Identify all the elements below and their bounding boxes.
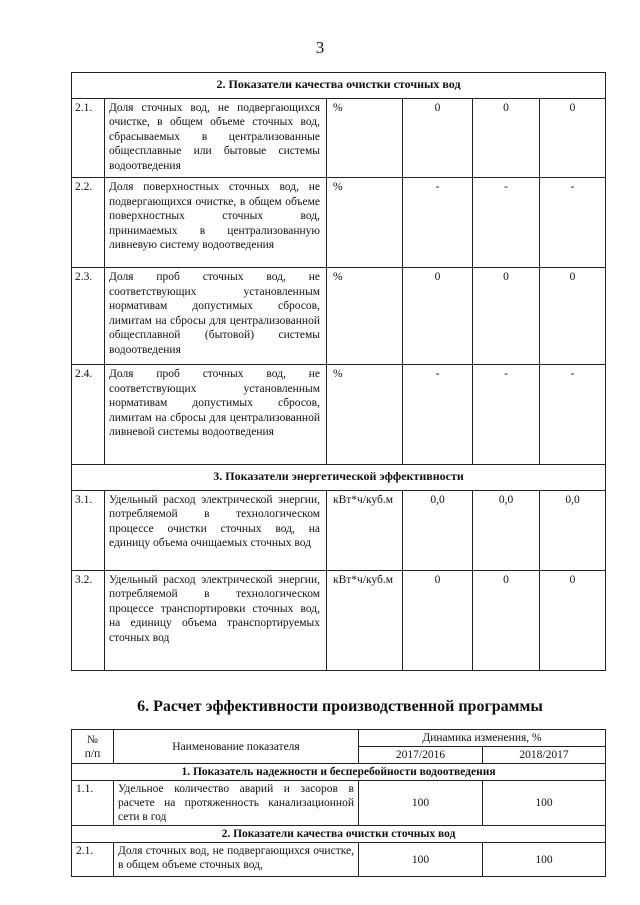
section-heading: 6. Расчет эффективности производственной программы [137, 698, 543, 715]
section-title: 1. Показатель надежности и бесперебойности водоотведения [72, 764, 606, 781]
section-header-row [72, 764, 606, 781]
row-number: 2.3. [72, 268, 105, 365]
unit: % [327, 365, 403, 465]
table-row [72, 781, 606, 826]
row-number: 3.1. [72, 490, 105, 570]
unit: % [327, 268, 403, 365]
section-title: 2. Показатели качества очистки сточных вод [72, 73, 606, 99]
value-cell: 100 [483, 843, 606, 877]
header-period-1: 2017/2016 [359, 747, 483, 764]
indicators-table [71, 72, 606, 671]
value-cell: 0,0 [403, 490, 473, 570]
indicator-name: Доля проб сточных вод, не соответствующих установленным нормативам допустимых сбросов, лимитам на сбросы для централизованной общесплавной (бытовой) системы водоотведения [105, 268, 327, 365]
header-number: № п/п [72, 730, 114, 764]
table-row [72, 570, 606, 670]
value-cell: - [540, 178, 606, 268]
value-cell: 100 [359, 781, 483, 826]
row-number: 1.1. [72, 781, 114, 826]
value-cell: 0 [473, 98, 540, 178]
value-cell: 100 [359, 843, 483, 877]
header-period-2: 2018/2017 [483, 747, 606, 764]
unit: % [327, 178, 403, 268]
table-row [72, 490, 606, 570]
unit: кВт*ч/куб.м [327, 490, 403, 570]
row-number: 2.1. [72, 98, 105, 178]
value-cell: 0 [473, 268, 540, 365]
section-header-row [72, 465, 606, 491]
indicator-name: Доля сточных вод, не подвергающихся очистке, в общем объеме сточных вод, [114, 843, 359, 877]
indicator-name: Доля сточных вод, не подвергающихся очистке, в общем объеме сточных вод, сбрасываемых в централизованные общесплавные или бытовые системы водоотведения [105, 98, 327, 178]
value-cell: 100 [483, 781, 606, 826]
indicator-name: Удельный расход электрической энергии, потребляемой в технологическом процессе очистки сточных вод, на единицу объема очищаемых сточных вод [105, 490, 327, 570]
section-title: 2. Показатели качества очистки сточных вод [72, 826, 606, 843]
value-cell: 0 [403, 570, 473, 670]
row-number: 2.1. [72, 843, 114, 877]
value-cell: - [473, 178, 540, 268]
table-row [72, 98, 606, 178]
unit: % [327, 98, 403, 178]
indicator-name: Доля проб сточных вод, не соответствующих установленным нормативам допустимых сбросов, лимитам на сбросы для централизованной ливневой системы водоотведения [105, 365, 327, 465]
unit: кВт*ч/куб.м [327, 570, 403, 670]
value-cell: 0,0 [540, 490, 606, 570]
value-cell: 0 [403, 268, 473, 365]
value-cell: 0 [403, 98, 473, 178]
value-cell: 0,0 [473, 490, 540, 570]
page-number: 3 [315, 38, 325, 57]
value-cell: 0 [540, 570, 606, 670]
section-header-row [72, 826, 606, 843]
header-indicator-name: Наименование показателя [114, 730, 359, 764]
row-number: 2.4. [72, 365, 105, 465]
table-row [72, 268, 606, 365]
efficiency-table [71, 729, 606, 877]
indicator-name: Доля поверхностных сточных вод, не подвергающихся очистке, в общем объеме поверхностных сточных вод, принимаемых в централизованную ливневую систему водоотведения [105, 178, 327, 268]
value-cell: - [540, 365, 606, 465]
value-cell: - [403, 365, 473, 465]
section-header-row [72, 73, 606, 99]
table-row [72, 178, 606, 268]
value-cell: - [403, 178, 473, 268]
section-title: 3. Показатели энергетической эффективности [72, 465, 606, 491]
row-number: 2.2. [72, 178, 105, 268]
row-number: 3.2. [72, 570, 105, 670]
value-cell: 0 [540, 268, 606, 365]
table-header-row [72, 730, 606, 747]
indicator-name: Удельный расход электрической энергии, потребляемой в технологическом процессе транспортировки сточных вод, на единицу объема транспортируемых сточных вод [105, 570, 327, 670]
value-cell: 0 [540, 98, 606, 178]
header-dynamics: Динамика изменения, % [359, 730, 606, 747]
value-cell: 0 [473, 570, 540, 670]
table-row [72, 365, 606, 465]
value-cell: - [473, 365, 540, 465]
indicator-name: Удельное количество аварий и засоров в расчете на протяженность канализационной сети в год [114, 781, 359, 826]
table-row [72, 843, 606, 877]
